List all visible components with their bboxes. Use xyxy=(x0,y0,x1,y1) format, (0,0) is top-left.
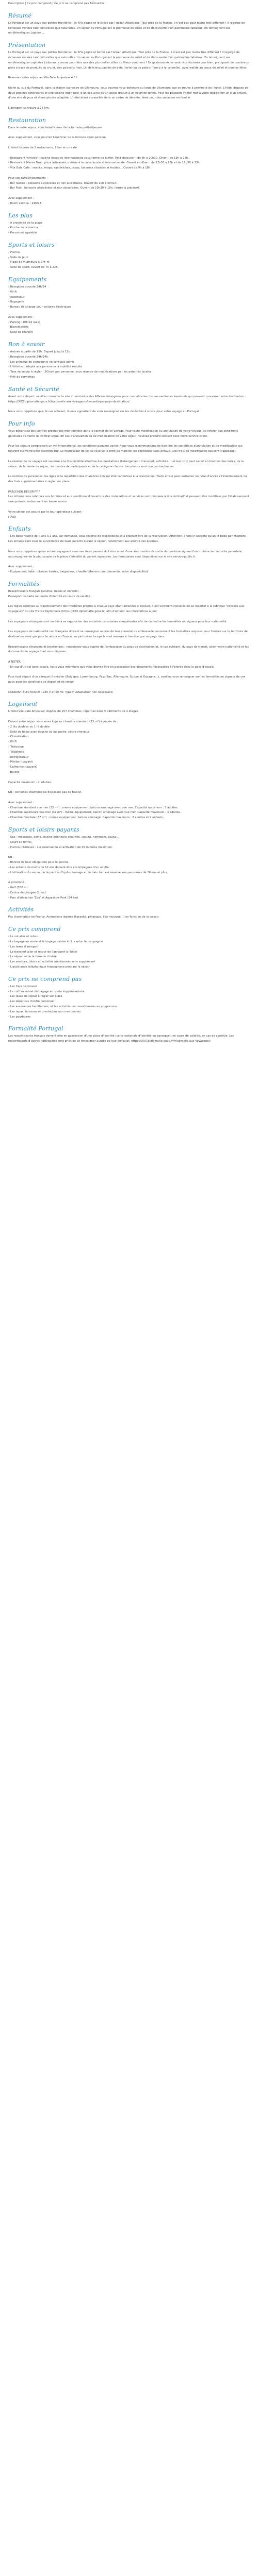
section-heading: Logement xyxy=(8,701,38,708)
section-paragraph: Niché au sud du Portugal, dans la station balnéaire de Vilamoura, vous pourrez vous détendre au large de Vilamoura que se trouve à proximité de l'hôtel. L'hôtel dispose de deux piscines extérieures et une piscine intérieure, d'un spa ainsi qu'un accès gratuit à un court de tennis. Pour les passants l'hôtel met à votre disposition un club enfant, d'une aire de jeux et d'une piscine adaptée. L'hôtel étant accessible dans un cadre de détente, idéal pour des vacances en famille. xyxy=(8,86,249,100)
section-5 xyxy=(8,241,250,270)
sections-container xyxy=(8,12,250,1044)
section-paragraph: L'hôtel dispose de 2 restaurants, 1 bar et un café : xyxy=(8,146,79,149)
section-paragraph: - Arrivée à partir de 15h. Départ jusqu'à 12h. - Réception ouverte 24h/24h. - Les animaux de compagnie ne sont pas admis - L'hôtel est adapté aux personnes à mobilité réduite - Taxe de séjour à régler : 2€/nuit par personne, sous réserve de modifications par les autorités locales. - Prêt de serviettes xyxy=(8,350,153,379)
section-paragraph: - Lits bébé fournis de 0 ans à 2 ans, sur demande, sous réserve de disponibilité et à préciser lors de la réservation. Attention, l'hôtel n'accepte qu'un lit bébé par chambre. Les enfants sont sous la surveillance de leurs parents durant le séjour, notamment aux abords des piscines. xyxy=(8,535,247,544)
section-heading: Résumé xyxy=(8,12,32,19)
section-heading: Pour info xyxy=(8,420,35,428)
section-10 xyxy=(8,525,250,574)
section-heading: Ce prix ne comprend pas xyxy=(8,975,82,982)
section-paragraph: Vous bénéficiez des contres-prestations mentionnées dans le contrat de ce voyage, Pour toute modification ou annulation de votre voyage, se référer aux conditions générales de vente du contrat signé. En cas d'annulation ou de modification de votre séjour, veuillez prendre contact avec notre service client. xyxy=(8,430,238,438)
section-heading: Enfants xyxy=(8,526,31,533)
section-paragraph: Pour tout départ d'un aéroport frontalier (Belgique, Luxembourg, Pays-Bas, Allemagne, Suisse et Espagne...), veuillez vous renseigner sur les formalités en vigueur de ces pays pour les conditions de départ et de retour. xyxy=(8,675,246,684)
section-paragraph: La réalisation du voyage est soumise à la disponibilité effective des prestations (hébergement, transport, activités...) et leur prix peut varier en fonction des dates, de la saison, de la durée du séjour, du nombre de participants et de la catégorie choisie. Les photos sont non contractuelles. xyxy=(8,460,244,468)
section-15 xyxy=(8,925,250,970)
section-paragraph: Avant votre départ, veuillez consulter le site du ministère des Affaires étrangères pour connaître les risques sanitaires éventuels qui peuvent concerner votre destination : https://XXX.diplomatie.gouv.fr/fr/conseils-aux-voyageurs/conseils-par-pays-destination/ xyxy=(8,395,246,403)
section-4 xyxy=(8,212,250,236)
section-11 xyxy=(8,580,250,696)
section-paragraph: À proximité : - Golf (350 m) - Centre de plongée (2 km) - Parc d'attraction 'Zoo' et Aquashow Park (24 km) xyxy=(8,881,78,900)
section-7 xyxy=(8,341,250,380)
section-2 xyxy=(8,41,250,111)
section-paragraph: - Restaurant 'Arrivée' : cuisine locale et internationale sous forme de buffet. Petit-déjeuner : de 8h à 10h30. Dîner : de 19h à 22h. - Restaurant Massa Fina : pizza artisanale, cuisine à la carte locale et internationale. Ouvert en dîner : de 12h30 à 15h et de 19h30 à 23h. - Vila Gale Cafe : snacks, wraps, sandwiches, tapas, boissons chaudes et froides... Ouvert de 9h à 18h. xyxy=(8,156,201,170)
section-paragraph: Votre séjour est assuré par le tour-opérateur suivant : ITAKA xyxy=(8,510,84,519)
section-paragraph: Avec supplément : - Room service : 24h/24. xyxy=(8,196,42,205)
section-paragraph: - Le vol aller et retour - Le bagage en soute et le bagage cabine inclus selon la compagnie - Les taxes d'aéroport - Le transfert aller et retour de l'aéroport à l'hôtel - Le séjour selon la formule choisie - Les services, loisirs et activités mentionnés sans supplément - L'assistance téléphonique francophone pendant le séjour xyxy=(8,935,103,969)
section-paragraph: Avec supplément : - Chambre standard vue mer (23 m²) : même équipement, balcon aménagé avec vue mer. Capacité maximum : 3 adultes. - Chambre supérieure vue mer (32 m²) : même équipement, balcon aménagé avec vue mer. Capacité maximum : 3 adultes. - Chambre familiale (37 m²) : même équipement, balcon aménagé. Capacité maximum : 2 adultes et 2 enfants. xyxy=(8,801,181,820)
section-paragraph: Avec supplément, vous pourrez bénéficier de la formule demi-pension. xyxy=(8,136,107,140)
section-paragraph: Nous vous rappelons qu'un enfant voyageant sans ses deux parents doit être muni d'une autorisation de sortie du territoire signée d'un titulaire de l'autorité parentale, accompagnée de la photocopie de la pièce d'identité du parent signataire. Les formulaires sont disponibles sur le site service-public.fr. xyxy=(8,550,243,558)
section-paragraph: Les ressortissants français doivent être en possession d'une pièce d'identité (carte nationale d'identité ou passeport) en cours de validité, en cas de contrôle. Les ressortissants d'autres nationalités sont priés de se renseigner auprès de leur consulat. https://XXX.diplomatie.gouv.fr/fr/conseils-aux-voyageurs/ xyxy=(8,1035,234,1043)
section-9 xyxy=(8,420,250,520)
section-paragraph: Pas d'animation en France. Animations légères (karaoké, pétanque, live musique...) en fonction de la saison. xyxy=(8,916,159,919)
section-paragraph: Ressortissants étrangers et binationaux : renseignez-vous auprès de l'ambassade du pays de destination et, le cas échéant, du pays de transit, selon votre nationalité et les documents de voyage dont vous disposez. xyxy=(8,645,249,654)
section-paragraph: - Les frais de dossier - Le coût éventuel du bagage en soute supplémentaire - Les taxes de séjour à régler sur place - Les dépenses d'ordre personnel - Les assurances facultatives, et les activités non mentionnées au programme - Les repas, boissons et prestations non mentionnés - Les pourboires xyxy=(8,985,117,1019)
section-paragraph: L'aéroport se trouve à 25 km. xyxy=(8,106,50,110)
section-heading: Equipements xyxy=(8,276,47,283)
section-paragraph: - Spa : massages, soins, piscine intérieure chauffée, jacuzzi, hammam, sauna... - Court de tennis - Piscine intérieure : sur réservation et activation de 45 minutes maximum. xyxy=(8,836,119,849)
section-paragraph: Pour les séjours comprenant un vol international, les conditions peuvent varier. Nous vous recommandons de bien lire les conditions d'annulation et de modification qui figurent sur votre billet électronique. Le fournisseur de vol se réserve le droit de modifier les conditions sans préavis. Des frais de modification peuvent s'appliquer. xyxy=(8,445,243,453)
section-paragraph: Ressortissants français (adultes, bébés et enfants) : Passeport ou carte nationale d'identité en cours de validité. xyxy=(8,589,92,598)
section-paragraph: Avec supplément : - Équipement bébé : chaises hautes, baignoires, chauffe-biberons (sur demande, selon disponibilité) xyxy=(8,565,148,573)
section-paragraph: Les voyageurs étrangers sont invités à se rapprocher des autorités consulaires compétentes afin de connaître les formalités en vigueur pour leur nationalité. xyxy=(8,620,228,623)
section-13 xyxy=(8,826,250,901)
section-paragraph: Pour vos rafraîchissements : - Bar Tasties : boissons alcoolisées et non alcoolisées. Ouvert de 10h à minuit. - Bar Pool : boissons alcoolisées et non alcoolisées. Ouvert de 10h30 à 18h, (durée à préciser). xyxy=(8,176,140,190)
section-heading: Restauration xyxy=(8,116,46,124)
section-paragraph: Nous vous rappelons que, le cas échéant, il vous appartient de vous renseigner sur les modalités à suivre pour votre voyage au Portugal. xyxy=(8,410,200,414)
section-paragraph: NB : - Bonnet de bain obligatoire pour la piscine. - Les enfants de moins de 12 ans doivent être accompagnés d'un adulte. - L'utilisation du sauna, de la piscine d'hydromassage et du bain turc est réservé aux personnes de 16 ans et plus. xyxy=(8,856,168,874)
section-paragraph: Les règles relatives au franchissement des frontières propres à chaque pays étant amenées à évoluer, il est vivement conseillé de se reporter à la rubrique "conseils aux voyageurs" du site France Diplomatie (https://XXX.diplomatie.gouv.fr) afin d'obtenir les informations à jour. xyxy=(8,605,245,613)
section-paragraph: NB : certaines chambres ne disposent pas de balcon. xyxy=(8,791,83,794)
section-paragraph: Le nombre de personnes, les âges et la répartition des chambres doivent être conformes à la réservation. Toute erreur peut entraîner un refus d'accès à l'établissement ou des frais supplémentaires à régler sur place. xyxy=(8,475,247,483)
section-paragraph: Dans le votre séjour, vous bénéficierez de la formule petit-déjeuner. xyxy=(8,126,103,129)
section-1 xyxy=(8,12,250,36)
section-heading: Ce prix comprend xyxy=(8,926,61,933)
section-paragraph: - À proximité de la plage - Proche de la marina - Personnel agréable xyxy=(8,221,43,235)
section-heading: Activités xyxy=(8,906,34,913)
section-heading: Les plus xyxy=(8,212,33,219)
section-heading: Présentation xyxy=(8,42,46,49)
section-17 xyxy=(8,1025,250,1044)
section-paragraph: L'hôtel Vila Gale Ampalvar dispose de 257 chambres, réparties dans 5 bâtiments de 4 étages. xyxy=(8,710,139,714)
section-paragraph: - Piscine - Salle de jeux - Plage de Vilamoura à 275 m - Salle de sport, ouvert de 7h à 22h. xyxy=(8,250,59,269)
section-paragraph: Réservez votre séjour au Vila Gale Ampalvar 4 * ! xyxy=(8,76,77,80)
section-6 xyxy=(8,276,250,335)
section-paragraph: À NOTER : - En cas d'un vol avec escale, nous vous informons que vous devrez être en possession des documents nécessaires à l'entrée dans le pays d'escale. xyxy=(8,660,215,669)
section-paragraph: - Réception ouverte 24h/24 - Wi-Fi - Ascenseur - Bagagerie - Bureau de change pour voitures électriques xyxy=(8,285,71,309)
section-paragraph: Capacité maximum : 2 adultes. xyxy=(8,781,52,784)
section-14 xyxy=(8,906,250,920)
section-paragraph: Le Portugal est un pays aux petites frontières : le N°à gagné et le Brésil par l'océan Atlantique. Tout près de la France, il n'est pas pour moins très différent ! Il regorge de richesses variées tant culturelles que naturelles. Un séjour au Portugal est la promesse de soleil et de découverte d'un patrimoine fabuleux. En témoignent ses emblématiques Lapides ... xyxy=(8,21,245,35)
section-paragraph: PRÉCISION DESCRIPTIF Les informations relatives aux horaires et aux conditions d'ouverture des installations et services sont données à titre indicatif et peuvent être modifiées par l'établissement sans préavis, notamment en basse saison. xyxy=(8,490,249,504)
section-paragraph: Le Portugal est un pays aux petites frontières : le N°à gagné et bordé par l'océan Atlantique. Tout près de la France, il n'est est pas moins très différent ! Il regorge de richesses variées tant culturelles que naturelles. Un séjour au Portugal est la promesse de soleil et de découverte d'un patrimoine fabuleux. En témoignent ses emblématiques capitales Lisbonne, connue pour être une des plus belles villes du Vieux continent ! Sa gastronomie se veut réconfortante pas bien, pratiquant de nombreux plats à base de produits du cru et, des poissons frais. Un délicieux pastéis de bela (tarte) ou de pateis (fam-y à la cannelle), avec walidé au creux du soleil et bonnes fêtes. xyxy=(8,51,249,70)
section-paragraph: Les voyageurs de nationalité non française doivent se renseigner auprès de leur consulat ou ambassade concernant les formalités requises pour l'entrée sur le territoire de destination ainsi que pour le retour en France, en particulier lorsqu'ils sont amenés à transiter par un pays tiers. xyxy=(8,630,248,638)
section-heading: Formalité Portugal xyxy=(8,1025,63,1032)
top-note: Description | Ce prix comprend | Ce prix ne comprend pas Formalités xyxy=(8,2,105,5)
section-paragraph: COURANT ÉLECTRIQUE : 230 V et 50 Hz. Type F. Adaptateur non nécessaire. xyxy=(8,690,114,694)
section-heading: Bon à savoir xyxy=(8,341,45,348)
section-12 xyxy=(8,700,250,821)
section-heading: Sports et loisirs payants xyxy=(8,826,79,833)
section-heading: Formalités xyxy=(8,580,40,587)
section-heading: Sports et loisirs xyxy=(8,241,55,248)
section-3 xyxy=(8,116,250,207)
section-heading: Santé et Sécurité xyxy=(8,385,59,393)
section-8 xyxy=(8,385,250,415)
section-16 xyxy=(8,975,250,1020)
section-paragraph: Avec supplément : - Parking (10€/24 max) - Blanchisserie - Salle de réunion xyxy=(8,315,40,334)
section-paragraph: Durant votre séjour vous serez logé en chambre standard (23 m²) équipée de : - 2 lits doubles ou 1 lit double - Salle de bains avec douche ou baignoire, sèche-cheveux - Climatisation - Wi-Fi - Télévision - Téléphone - Réfrigérateur - Minibar (payant) - Coffre-fort (payant) - Balcon xyxy=(8,720,118,774)
